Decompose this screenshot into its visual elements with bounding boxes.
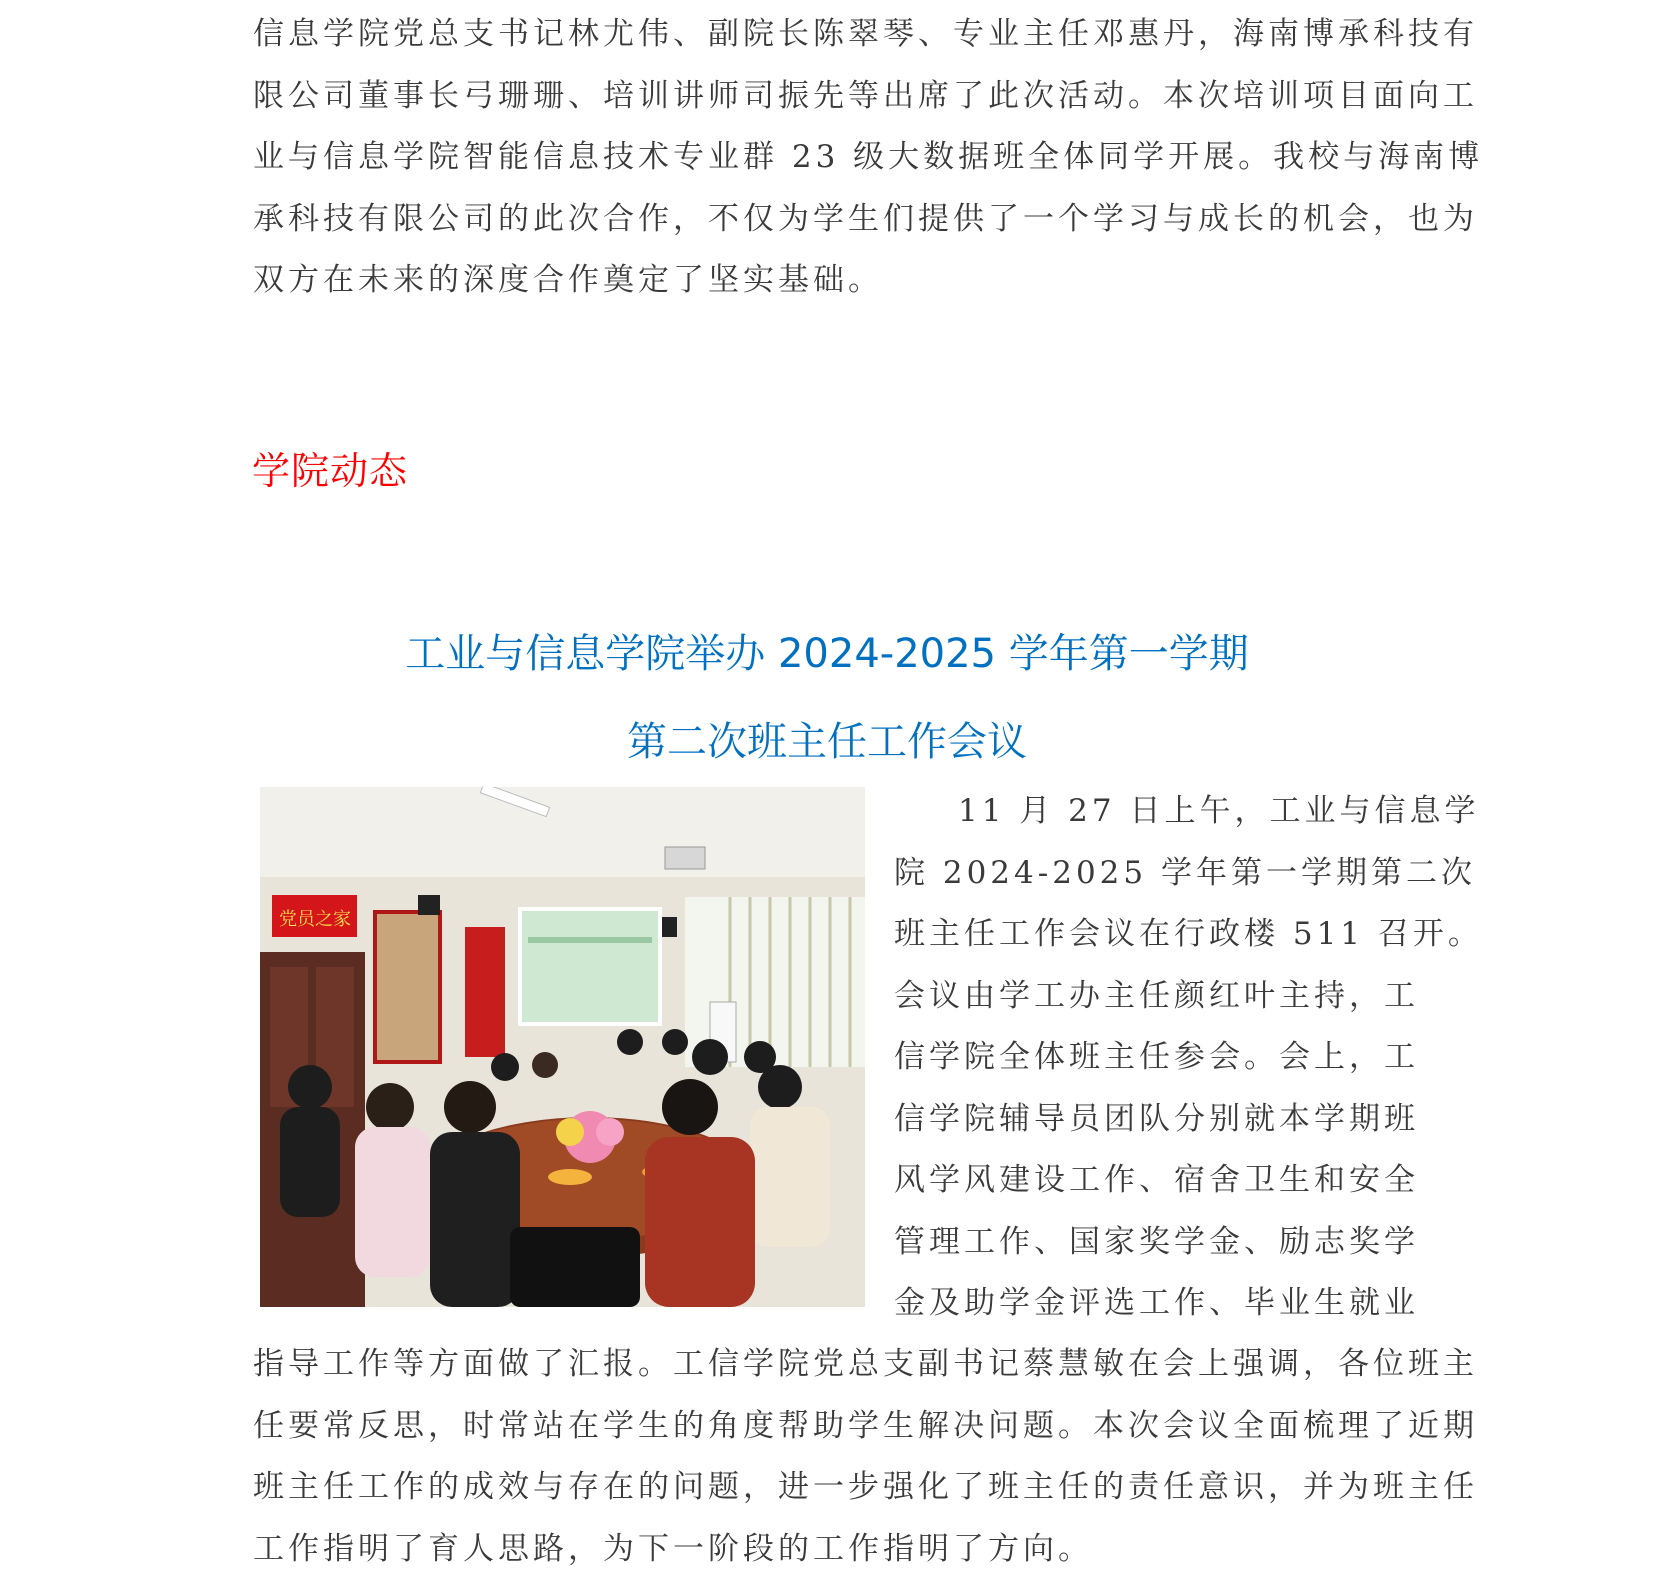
side-text-line: 11 月 27 日上午，工业与信息学	[894, 781, 1405, 843]
body-text-line: 工作指明了育人思路，为下一阶段的工作指明了方向。	[253, 1519, 1408, 1580]
intro-line: 业与信息学院智能信息技术专业群 23 级大数据班全体同学开展。我校与海南博	[253, 127, 1408, 189]
article-side-paragraph	[894, 781, 1405, 1335]
intro-paragraph	[253, 4, 1408, 312]
side-text-line: 风学风建设工作、宿舍卫生和安全	[894, 1150, 1405, 1212]
side-text-line: 院 2024-2025 学年第一学期第二次	[894, 843, 1405, 905]
side-text-line: 信学院全体班主任参会。会上，工	[894, 1027, 1405, 1089]
side-text-line: 信学院辅导员团队分别就本学期班	[894, 1089, 1405, 1151]
side-text-line: 会议由学工办主任颜红叶主持，工	[894, 966, 1405, 1028]
side-text-line: 管理工作、国家奖学金、励志奖学	[894, 1212, 1405, 1274]
article-title-line-1: 工业与信息学院举办 2024-2025 学年第一学期	[0, 622, 1654, 679]
body-text-line: 班主任工作的成效与存在的问题，进一步强化了班主任的责任意识，并为班主任	[253, 1457, 1408, 1519]
body-text-line: 指导工作等方面做了汇报。工信学院党总支副书记蔡慧敏在会上强调，各位班主	[253, 1334, 1408, 1396]
article-body-paragraph	[253, 1334, 1408, 1580]
body-text-line: 任要常反思，时常站在学生的角度帮助学生解决问题。本次会议全面梳理了近期	[253, 1396, 1408, 1458]
side-text-line: 金及助学金评选工作、毕业生就业	[894, 1273, 1405, 1335]
article-title-line-2: 第二次班主任工作会议	[0, 710, 1654, 767]
intro-line: 承科技有限公司的此次合作，不仅为学生们提供了一个学习与成长的机会，也为	[253, 189, 1408, 251]
intro-line: 限公司董事长弓珊珊、培训讲师司振先等出席了此次活动。本次培训项目面向工	[253, 66, 1408, 128]
intro-line: 双方在未来的深度合作奠定了坚实基础。	[253, 250, 1408, 312]
party-banner-text: 党员之家	[279, 909, 351, 930]
intro-line: 信息学院党总支书记林尤伟、副院长陈翠琴、专业主任邓惠丹，海南博承科技有	[253, 4, 1408, 66]
side-text-line: 班主任工作会议在行政楼 511 召开。	[894, 904, 1405, 966]
meeting-photo	[260, 787, 865, 1307]
section-heading: 学院动态	[252, 440, 408, 495]
